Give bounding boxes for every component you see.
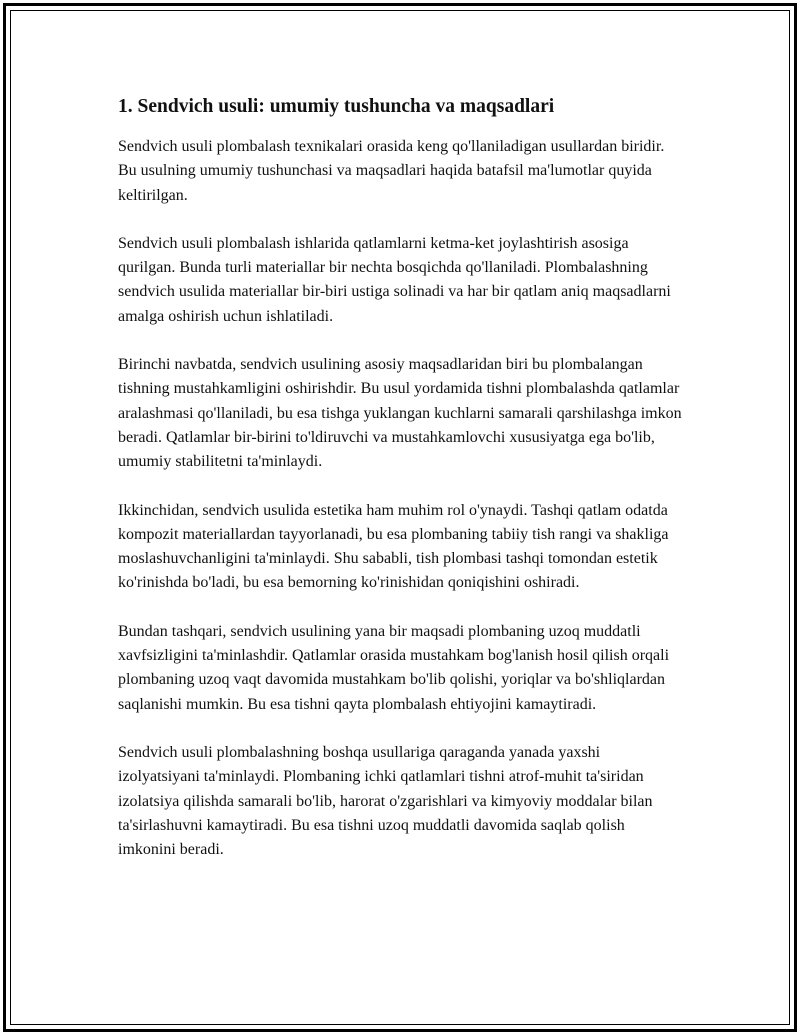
paragraph-durability: Bundan tashqari, sendvich usulining yana bir maqsadi plombaning uzoq muddatli xavfsizligini ta'minlashdir. Qatlamlar orasida mustahkam bog'lanish hosil qilish orqali plombaning uzoq vaqt davomida mustahkam bo'lib qolishi, yoriqlar va bo'shliqlardan saqlanishi mumkin. Bu esa tishni qayta plombalash ehtiyojini kamaytiradi. [118, 622, 670, 713]
document-body [118, 93, 683, 886]
paragraph-strength: Birinchi navbatda, sendvich usulining asosiy maqsadlaridan biri bu plombalangan tishning mustahkamligini oshirishdir. Bu usul yordamida tishni plombalashda qatlamlar aralashmasi qo'llaniladi, bu esa tishga yuklangan kuchlarni samarali qarshilashga imkon beradi. Qatlamlar bir-birini to'ldiruvchi va mustahkamlovchi xususiyatga ega bo'lib, umumiy stabilitetni ta'minlaydi. [118, 356, 682, 471]
paragraph-aesthetics: Ikkinchidan, sendvich usulida estetika ham muhim rol o'ynaydi. Tashqi qatlam odatda kompozit materiallardan tayyorlanadi, bu esa plombaning tabiiy tish rangi va shakliga moslashuvchanligini ta'minlaydi. Shu sababli, tish plombasi tashqi tomondan estetik ko'rinishda bo'ladi, bu esa bemorning ko'rinishidan qoniqishini oshiradi. [118, 501, 669, 592]
paragraph-isolation: Sendvich usuli plombalashning boshqa usullariga qaraganda yanada yaxshi izolyatsiyani ta'minlaydi. Plombaning ichki qatlamlari tishni atrof-muhit ta'siridan izolatsiya qilishda samarali bo'lib, harorat o'zgarishlari va kimyoviy moddalar bilan ta'sirlashuvni kamaytiradi. Bu esa tishni uzoq muddatli davomida saqlab qolish imkonini beradi. [118, 743, 653, 859]
section-heading: 1. Sendvich usuli: umumiy tushuncha va maqsadlari [118, 96, 555, 117]
paragraph-intro: Sendvich usuli plombalash texnikalari orasida keng qo'llaniladigan usullardan biridir. Bu usulning umumiy tushunchasi va maqsadlari haqida batafsil ma'lumotlar quyida keltirilgan. [118, 138, 665, 204]
paragraph-layering: Sendvich usuli plombalash ishlarida qatlamlarni ketma-ket joylashtirish asosiga qurilgan. Bunda turli materiallar bir nechta bosqichda qo'llaniladi. Plombalashning sendvich usulida materiallar bir-biri ustiga solinadi va har bir qatlam aniq maqsadlarni amalga oshirish uchun ishlatiladi. [118, 234, 671, 325]
